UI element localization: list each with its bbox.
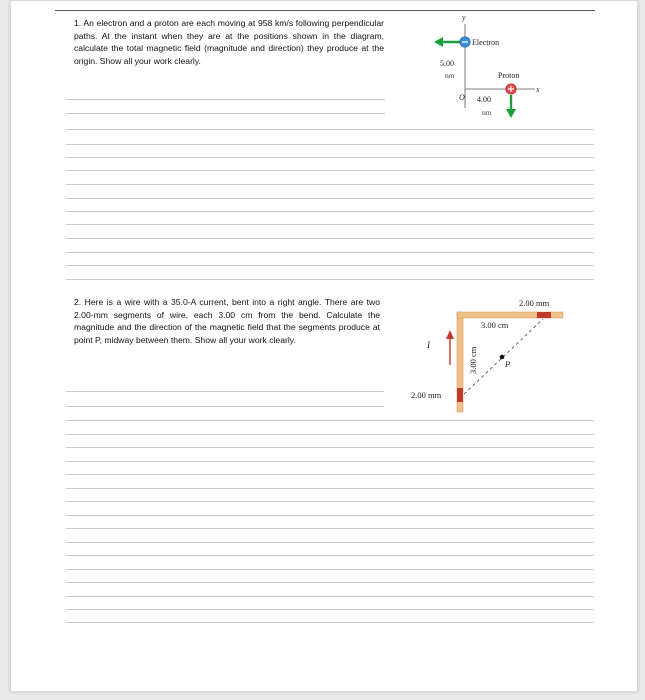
horizontal-distance-value: 4.00 — [477, 95, 491, 104]
answer-line — [66, 488, 594, 489]
answer-line — [66, 198, 594, 199]
answer-line — [66, 528, 594, 529]
answer-line — [66, 434, 594, 435]
left-segment-label: 2.00 mm — [411, 390, 442, 400]
answer-line — [66, 279, 594, 280]
answer-line — [66, 447, 594, 448]
answer-line — [66, 582, 594, 583]
answer-line — [66, 596, 594, 597]
horizontal-distance-unit: nm — [482, 108, 492, 117]
vertical-distance-unit: nm — [445, 71, 455, 80]
current-label: I — [427, 340, 430, 350]
answer-line — [66, 144, 594, 145]
answer-line — [66, 622, 594, 623]
electron-velocity-arrowhead — [434, 37, 443, 47]
proton-velocity-arrowhead — [506, 109, 516, 118]
answer-line — [66, 184, 594, 185]
answer-line — [66, 474, 594, 475]
answer-line — [66, 113, 385, 114]
answer-line — [66, 129, 594, 130]
electron-label: Electron — [472, 38, 500, 47]
proton-label: Proton — [498, 71, 520, 80]
answer-line — [66, 391, 384, 392]
point-p — [500, 355, 505, 360]
answer-line — [66, 265, 594, 266]
horizontal-distance-label: 3.00 cm — [481, 320, 509, 330]
answer-line — [66, 501, 594, 502]
answer-line — [66, 99, 385, 100]
answer-line — [66, 420, 594, 421]
answer-line — [66, 224, 594, 225]
answer-line — [66, 406, 384, 407]
origin-label: O — [459, 93, 465, 102]
top-segment-label: 2.00 mm — [519, 298, 550, 308]
answer-line — [66, 555, 594, 556]
vertical-distance-value: 5.00 — [440, 59, 454, 68]
vertical-distance-label: 3.00 cm — [468, 346, 478, 374]
answer-line — [66, 569, 594, 570]
answer-line — [66, 461, 594, 462]
answer-line — [66, 252, 594, 253]
answer-line — [66, 211, 594, 212]
bent-wire-diagram — [405, 290, 595, 415]
point-p-label: P — [505, 359, 511, 369]
electron-proton-diagram — [425, 10, 605, 125]
answer-line — [66, 609, 594, 610]
answer-line — [66, 157, 594, 158]
top-wire-segment — [537, 312, 551, 318]
answer-line — [66, 515, 594, 516]
question-2-text: 2. Here is a wire with a 35.0-A current, bent into a right angle. There are two 2.00-mm segments of wire, each 3.00 cm from the bend. Calculate the magnitude and the direction of the magnetic field that the segments produce at point P, midway between them. Show all your work clearly. — [74, 297, 380, 345]
current-direction-arrowhead — [446, 330, 454, 339]
answer-line — [66, 542, 594, 543]
y-axis-label: y — [462, 13, 466, 22]
answer-line — [66, 170, 594, 171]
answer-line — [66, 238, 594, 239]
left-wire-segment — [457, 388, 463, 402]
x-axis-label: x — [536, 85, 540, 94]
question-1-text: 1. An electron and a proton are each moving at 958 km/s following perpendicular paths. At the instant when they are at the positions shown in the diagram, calculate the total magnetic field (magnitude and direction) they produce at the origin. Show all your work clearly. — [74, 18, 384, 66]
